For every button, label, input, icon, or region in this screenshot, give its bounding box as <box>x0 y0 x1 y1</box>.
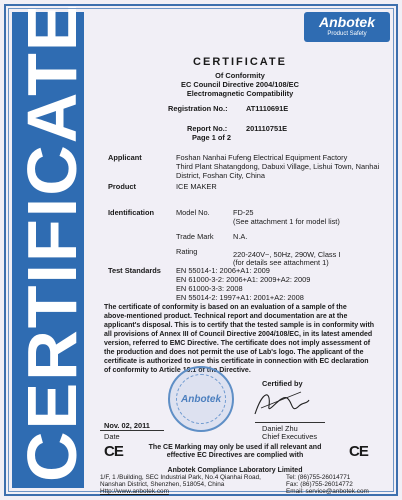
anbotek-logo <box>304 12 390 42</box>
standard-item: EN 61000-3-2: 2006+A1: 2009+A2: 2009 <box>176 275 311 284</box>
applicant-name: Foshan Nanhai Fufeng Electrical Equipment Factory <box>176 153 348 162</box>
logo-name: Anbotek <box>319 14 375 30</box>
ce-mark-left: CE <box>104 443 123 460</box>
certified-by-label: Certified by <box>262 379 303 388</box>
statement-line: The certificate of conformity is based on an evaluation of a sample of the <box>104 304 347 311</box>
footer-email-link[interactable]: Email: service@anbotek.com <box>286 488 369 495</box>
trademark-value: N.A. <box>233 232 248 241</box>
model-note: (See attachment 1 for model list) <box>233 217 340 226</box>
standard-item: EN 55014-1: 2006+A1: 2009 <box>176 266 270 275</box>
applicant-label: Applicant <box>108 153 142 162</box>
report-label: Report No.: <box>187 124 228 133</box>
statement-line: certificate is authorized to use this certificate in connection with EC declaration <box>104 358 369 365</box>
anbotek-seal <box>168 366 234 432</box>
ce-mark-right: CE <box>349 443 368 460</box>
statement-line: the production and does not permit the use of Lab's logo. The applicant of the <box>104 349 364 356</box>
registration-label: Registration No.: <box>168 104 228 113</box>
model-value: FD-25 <box>233 208 254 217</box>
footer-address-2: Nanshan District, Shenzhen, 518054, China <box>100 481 225 488</box>
rating-note: (for details see attachment 1) <box>233 258 329 267</box>
registration-value: AT1110691E <box>246 104 289 113</box>
applicant-address-2: District, Foshan City, China <box>176 171 265 180</box>
ce-notice-line-2: effective EC Directives are complied with <box>166 452 304 459</box>
test-standards-label: Test Standards <box>108 266 161 275</box>
footer-fax: Fax: (86)755-26014772 <box>286 481 353 488</box>
subtitle-conformity: Of Conformity <box>215 71 265 80</box>
seal-name: Anbotek <box>181 394 221 405</box>
subtitle-emc: Electromagnetic Compatibility <box>186 89 294 98</box>
standard-item: EN 55014-2: 1997+A1: 2001+A2: 2008 <box>176 293 304 302</box>
statement-line: above-mentioned product. Technical report and documentation are at the <box>104 313 348 320</box>
rating-label: Rating <box>176 247 198 256</box>
statement-line: of conformity to Article 10.1 of the Directive. <box>104 367 251 374</box>
footer-company: Anbotek Compliance Laboratory Limited <box>167 467 303 474</box>
ce-notice-line-1: The CE Marking may only be used if all relevant and <box>148 444 322 451</box>
page-number: Page 1 of 2 <box>192 133 232 142</box>
model-label: Model No. <box>176 208 210 217</box>
product-value: ICE MAKER <box>176 182 217 191</box>
date-value: Nov. 02, 2011 <box>104 421 150 430</box>
signature-image <box>251 384 311 420</box>
applicant-address-1: Third Plant Shatangdong, Dabuxi Village, Lishui Town, Nanhai <box>176 162 380 171</box>
standard-item: EN 61000-3-3: 2008 <box>176 284 243 293</box>
statement-line: all provisions of Annex III of Council Directive 2004/108/EC, in its latest amended <box>104 331 373 338</box>
trademark-label: Trade Mark <box>176 232 214 241</box>
side-banner-text: CERTIFICATE <box>13 2 91 482</box>
identification-label: Identification <box>108 208 154 217</box>
footer-address-1: 1/F, 1 /Building, SEC Industrial Park, No.4 Qianhai Road, <box>100 474 261 481</box>
statement-line: version, referred to EMC Directive. The certificate does not imply assessment of <box>104 340 371 347</box>
product-label: Product <box>108 182 136 191</box>
footer-tel: Tel: (86)755-26014771 <box>286 474 351 481</box>
subtitle-directive: EC Council Directive 2004/108/EC <box>181 80 299 89</box>
signer-name: Daniel Zhu <box>262 424 298 433</box>
signature-line <box>255 422 325 423</box>
footer-website-link[interactable]: Http://www.anbotek.com <box>100 488 169 495</box>
signer-title: Chief Executives <box>262 432 318 441</box>
statement-line: applicant's disposal. This is to certify that the tested sample is in conformity with <box>104 322 375 329</box>
rating-value: 220-240V~, 50Hz, 290W, Class I <box>233 250 341 259</box>
document-title: CERTIFICATE <box>193 56 287 68</box>
logo-tagline: Product Safety <box>327 31 367 37</box>
date-label: Date <box>104 432 120 441</box>
report-value: 201110751E <box>246 124 288 133</box>
date-line <box>100 430 164 431</box>
